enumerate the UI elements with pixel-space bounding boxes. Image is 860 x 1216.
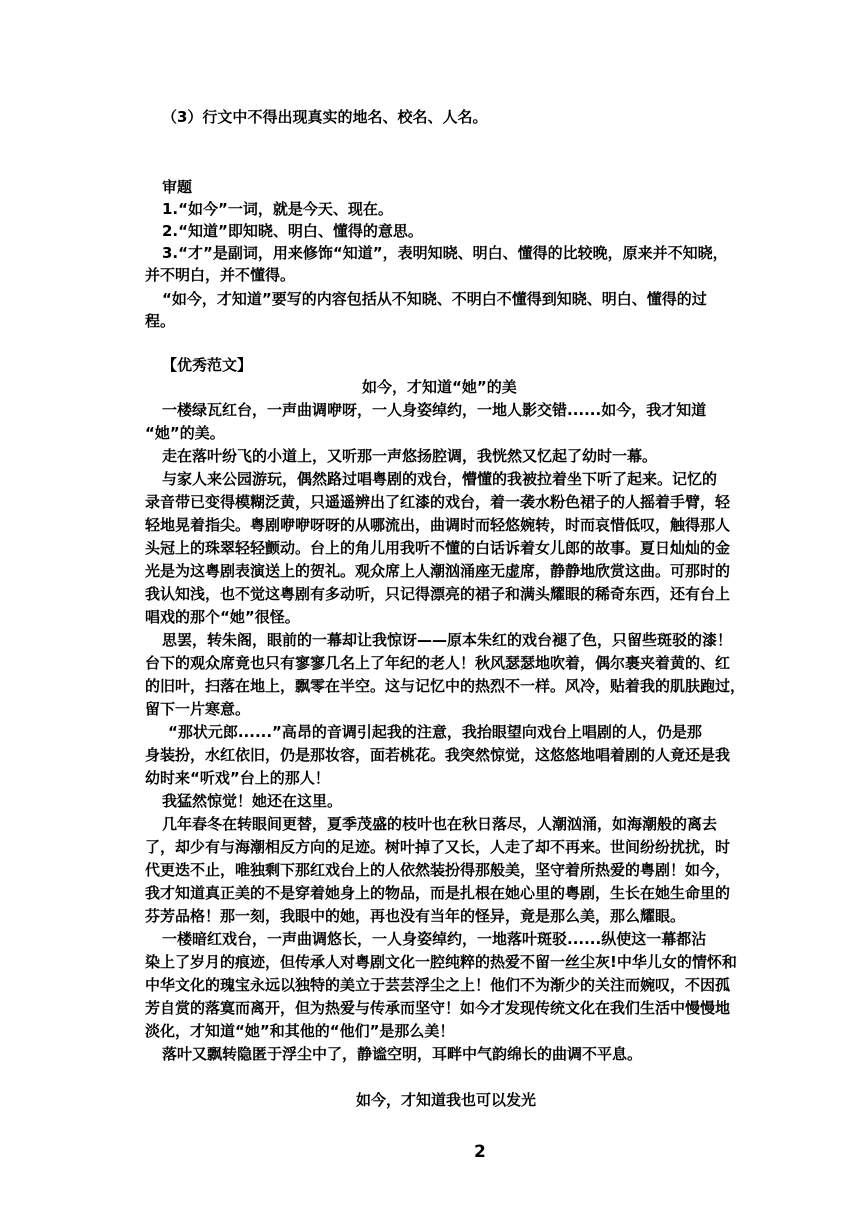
- essay-line: 了，却少有与海潮相反方向的足迹。树叶掉了又长，人走了却不再来。世间纷纷扰扰，时: [145, 838, 731, 856]
- essay-line: 我才知道真正美的不是穿着她身上的物品，而是扎根在她心里的粤剧，生长在她生命里的: [145, 884, 731, 902]
- essay-line: 身装扮，水红依旧，仍是那妆容，面若桃花。我突然惊觉，这悠悠地唱着剧的人竟还是我: [145, 746, 731, 764]
- analysis-item-3-cont: 并不明白，并不懂得。: [145, 266, 296, 284]
- essay-line: 芬芳品格！那一刻，我眼中的她，再也没有当年的怪异，竟是那么美，那么耀眼。: [145, 907, 686, 925]
- essay-line: 一楼暗红戏台，一声曲调悠长，一人身姿绰约，一地落叶斑驳......纵使这一幕都沾: [162, 930, 707, 948]
- essay-line: 染上了岁月的痕迹，但传承人对粤剧文化一腔纯粹的热爱不留一丝尘灰!中华儿女的情怀和: [145, 953, 737, 971]
- essay-line: 头冠上的珠翠轻轻颤动。台上的角儿用我听不懂的白话诉着女儿郎的故事。夏日灿灿的金: [145, 539, 731, 557]
- essay-line: 代更迭不止，唯独剩下那红戏台上的人依然装扮得那般美，坚守着所热爱的粤剧！如今，: [145, 861, 731, 879]
- essay-line: 台下的观众席竟也只有寥寥几名上了年纪的老人！秋风瑟瑟地吹着，偶尔裹夹着黄的、红: [145, 654, 731, 672]
- essay-line: “那状元郎......”高昂的音调引起我的注意，我抬眼望向戏台上唱剧的人，仍是那: [168, 723, 702, 741]
- essay-line: 录音带已变得模糊泛黄，只遥遥辨出了红漆的戏台，着一袭水粉色裙子的人摇着手臂，轻: [145, 493, 731, 511]
- analysis-heading: 审题: [162, 178, 193, 196]
- essay-line: 落叶又飘转隐匿于浮尘中了，静谧空明，耳畔中气韵绵长的曲调不平息。: [162, 1045, 643, 1063]
- analysis-item-3: 3.“才”是副词，用来修饰“知道”，表明知晓、明白、懂得的比较晚，原来并不知晓，: [162, 244, 728, 262]
- essay-line: 留下一片寒意。: [145, 700, 251, 718]
- essay-line: 走在落叶纷飞的小道上，又听那一声悠扬腔调，我恍然又忆起了幼时一幕。: [162, 447, 658, 465]
- essay-line: 芳自赏的落寞而离开，但为热爱与传承而坚守！如今才发现传统文化在我们生活中慢慢地: [145, 999, 731, 1017]
- essay-line: 淡化，才知道“她”和其他的“他们”是那么美！: [145, 1022, 455, 1040]
- analysis-summary-cont: 程。: [145, 312, 176, 330]
- analysis-item-2: 2.“知道”即知晓、明白、懂得的意思。: [162, 222, 423, 240]
- essay-line: 光是为这粤剧表演送上的贺礼。观众席上人潮汹涌座无虚席，静静地欣赏这曲。可那时的: [145, 562, 731, 580]
- essay-line: 一楼绿瓦红台，一声曲调咿呀，一人身姿绰约，一地人影交错......如今，我才知道: [162, 401, 707, 419]
- essay-line: 轻地晃着指尖。粤剧咿咿呀呀的从哪流出，曲调时而轻悠婉转，时而哀惜低叹，触得那人: [145, 516, 731, 534]
- essay-line: 我认知浅，也不觉这粤剧有多动听，只记得漂亮的裙子和满头耀眼的稀奇东西，还有台上: [145, 585, 731, 603]
- page-number: 2: [474, 1142, 486, 1162]
- requirement-3: （3）行文中不得出现真实的地名、校名、人名。: [162, 108, 488, 126]
- essay-line: 唱戏的那个“她”很怪。: [145, 608, 300, 626]
- next-essay-title: 如今，才知道我也可以发光: [356, 1091, 537, 1109]
- essay-line: 我猛然惊觉！她还在这里。: [162, 792, 343, 810]
- analysis-summary: “如今，才知道”要写的内容包括从不知晓、不明白不懂得到知晓、明白、懂得的过: [162, 290, 707, 308]
- essay-line: 中华文化的瑰宝永远以独特的美立于芸芸浮尘之上！他们不为渐少的关注而婉叹，不因孤: [145, 976, 731, 994]
- essay-line: 的旧叶，扫落在地上，飘零在半空。这与记忆中的热烈不一样。风冷，贴着我的肌肤跑过，: [145, 677, 746, 695]
- essay-line: 与家人来公园游玩，偶然路过唱粤剧的戏台，懵懂的我被拉着坐下听了起来。记忆的: [162, 470, 718, 488]
- essay-line: 思罢，转朱阁，眼前的一幕却让我惊讶——原本朱红的戏台褪了色，只留些斑驳的漆！: [162, 631, 733, 649]
- essay-line: “她”的美。: [145, 424, 225, 442]
- analysis-item-1: 1.“如今”一词，就是今天、现在。: [162, 200, 393, 218]
- essay-line: 幼时来“听戏”台上的那人！: [145, 769, 330, 787]
- sample-label: 【优秀范文】: [162, 356, 253, 374]
- essay-title: 如今，才知道“她”的美: [362, 378, 517, 396]
- essay-line: 几年春冬在转眼间更替，夏季茂盛的枝叶也在秋日落尽，人潮汹涌，如海潮般的离去: [162, 815, 718, 833]
